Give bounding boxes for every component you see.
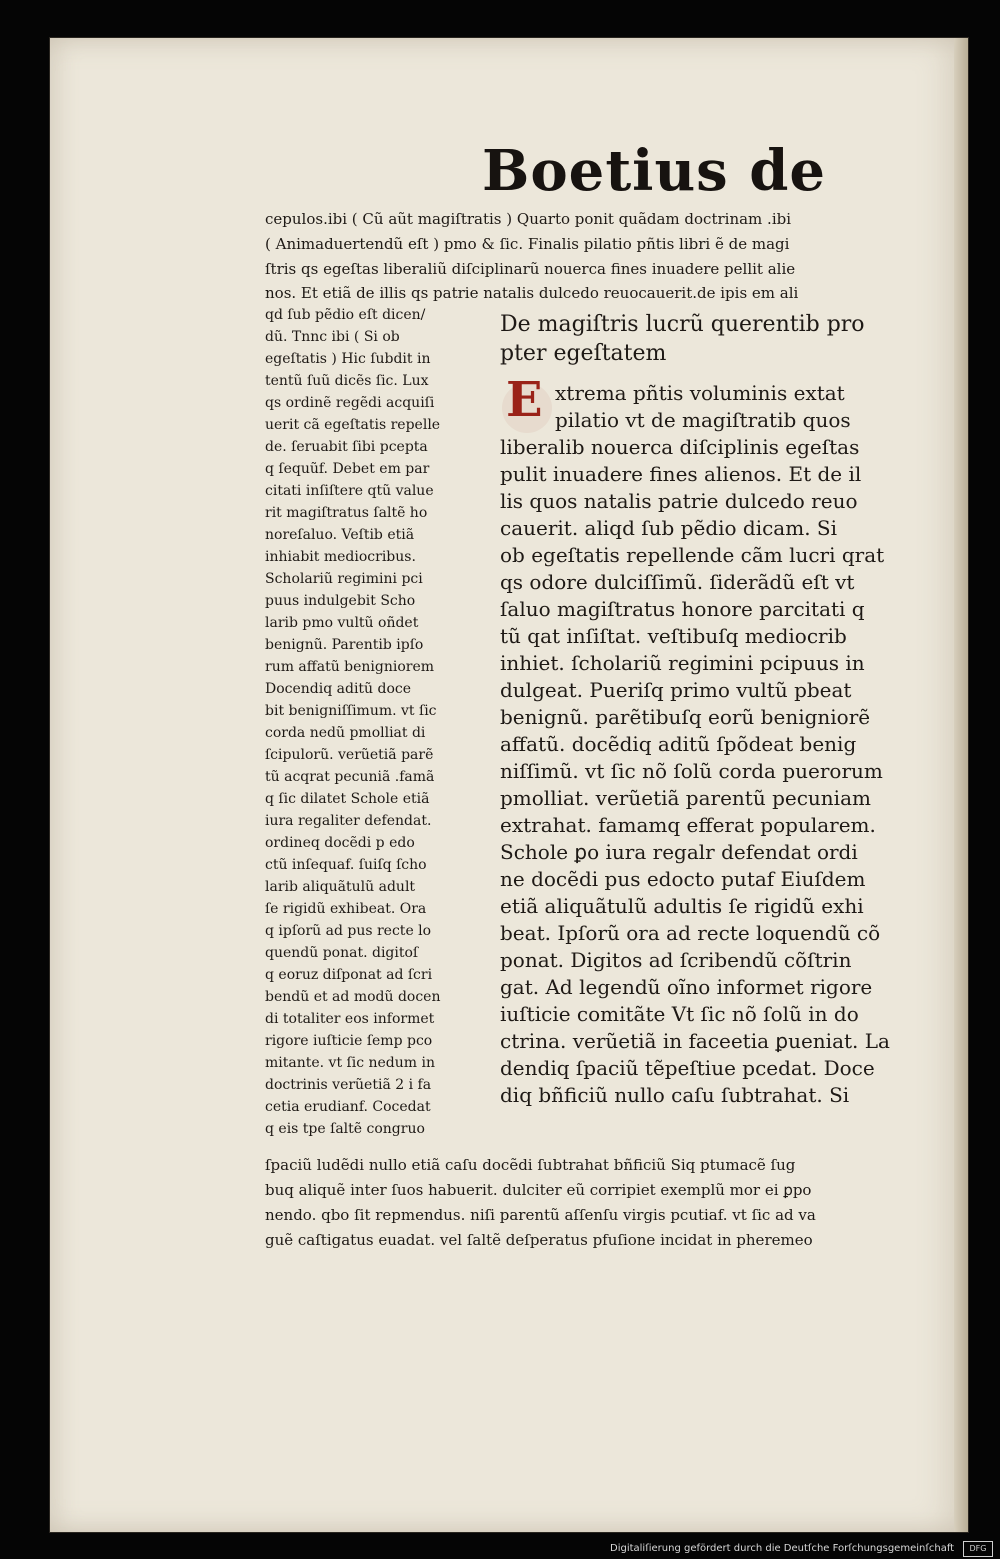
bottom-line-3: nendo. qbo ſit repmendus. niſi parentũ aſſenſu virgis pcutiaf. vt ſic ad va [265, 1206, 816, 1224]
right-line-2: pilatio vt de magiſtratib quos [555, 408, 851, 432]
decorated-initial: E [506, 372, 543, 428]
top-line-2: ( Animaduertendũ eſt ) pmo & ſic. Finalis pilatio pñtis libri ẽ de magi [265, 235, 790, 253]
right-line-21: beat. Ipſorũ ora ad recte loquendũ cõ [500, 921, 881, 945]
right-line-22: ponat. Digitos ad ſcribendũ cõſtrin [500, 948, 852, 972]
left-line-9: rit magiſtratus ſaltẽ ho [265, 505, 428, 521]
left-line-26: larib aliquãtulũ adult [265, 879, 416, 895]
left-line-19: corda nedũ pmolliat di [265, 725, 426, 741]
bleed-through-text [780, 143, 920, 213]
right-line-15: niſſimũ. vt ſic nõ ſolũ corda puerorum [500, 759, 883, 783]
page-edge [954, 38, 968, 1532]
right-line-9: ſaluo magiſtratus honore parcitati q [500, 597, 865, 621]
right-line-13: benignũ. parẽtibuſq eorũ benigniorẽ [500, 705, 871, 729]
right-line-1: xtrema pñtis voluminis extat [555, 381, 845, 405]
left-line-31: bendũ et ad modũ docen [265, 989, 441, 1005]
left-line-37: q eis tpe ſaltẽ congruo [265, 1121, 425, 1137]
right-line-10: tũ qat inſiſtat. veſtibuſq mediocrib [500, 624, 847, 648]
bottom-line-1: ſpaciũ ludẽdi nullo etiã caſu docẽdi ſubtrahat bñficiũ Siq ptumacẽ ſug [265, 1156, 796, 1174]
left-line-10: noreſaluo. Veſtib etiã [265, 527, 415, 543]
left-line-18: bit benigniſſimum. vt ſic [265, 703, 437, 719]
left-line-12: Scholariũ regimini pci [265, 571, 423, 587]
right-line-6: cauerit. aliqd ſub pẽdio dicam. Si [500, 516, 838, 540]
dfg-logo: DFG [963, 1541, 993, 1557]
right-line-12: dulgeat. Pueriſq primo vultũ pbeat [500, 678, 852, 702]
left-line-7: q ſequũf. Debet em par [265, 461, 430, 477]
left-line-8: citati inſiſtere qtũ value [265, 483, 434, 499]
right-line-8: qs odore dulciſſimũ. ſiderãdũ eſt vt [500, 570, 855, 594]
bottom-line-2: buq aliquẽ inter ſuos habuerit. dulciter eũ corripiet exemplũ mor ei ꝑpo [265, 1181, 812, 1199]
left-line-36: cetia erudianf. Cocedat [265, 1099, 431, 1115]
page-title: Boetius de [482, 138, 826, 204]
right-line-14: affatũ. docẽdiq aditũ ſpõdeat benig [500, 732, 857, 756]
left-line-14: larib pmo vultũ oñdet [265, 615, 419, 631]
left-line-3: tentũ ſuũ dicẽs ſic. Lux [265, 373, 429, 389]
left-line-29: quendũ ponat. digitoſ [265, 945, 419, 961]
left-line-33: rigore iuſticie ſemp pco [265, 1033, 433, 1049]
top-line-1: cepulos.ibi ( Cũ aũt magiſtratis ) Quarto ponit quãdam doctrinam .ibi [265, 210, 792, 228]
left-line-22: q ſic dilatet Schole etiã [265, 791, 430, 807]
left-line-13: puus indulgebit Scho [265, 593, 416, 609]
right-line-4: pulit inuadere fines alienos. Et de il [500, 462, 862, 486]
left-line-24: ordineq docẽdi p edo [265, 835, 415, 851]
left-line-11: inhiabit mediocribus. [265, 549, 416, 565]
right-line-25: ctrina. verũetiã in faceetia ꝑueniat. La [500, 1029, 890, 1053]
right-line-27: diq bñficiũ nullo caſu ſubtrahat. Si [500, 1083, 850, 1107]
top-line-5: qd ſub pẽdio eſt dicen/ [265, 307, 426, 323]
left-line-32: di totaliter eos informet [265, 1011, 435, 1027]
left-line-17: Docendiq aditũ doce [265, 681, 412, 697]
right-line-7: ob egeſtatis repellende cãm lucri qrat [500, 543, 885, 567]
right-line-23: gat. Ad legendũ oĩno informet rigore [500, 975, 873, 999]
left-line-2: egeſtatis ) Hic ſubdit in [265, 351, 431, 367]
right-line-18: Schole ꝑo iura regalr defendat ordi [500, 840, 858, 864]
digitization-credit: Digitaliſierung gefördert durch die Deutſche Forſchungsgemeinſchaft [610, 1543, 955, 1554]
left-line-1: dũ. Tnnc ibi ( Si ob [265, 329, 400, 345]
right-line-19: ne docẽdi pus edocto putaf Eiuſdem [500, 867, 866, 891]
left-line-30: q eoruz diſponat ad ſcri [265, 967, 433, 983]
left-line-28: q ipſorũ ad pus recte lo [265, 923, 432, 939]
left-line-5: uerit cã egeſtatis repelle [265, 417, 441, 433]
left-line-25: ctũ inſequaf. ſuiſq ſcho [265, 857, 427, 873]
right-line-11: inhiet. ſcholariũ regimini pcipuus in [500, 651, 865, 675]
left-line-4: qs ordinẽ regẽdi acquiſi [265, 395, 435, 411]
chapter-heading-2: pter egeſtatem [500, 341, 667, 366]
right-line-5: lis quos natalis patrie dulcedo reuo [500, 489, 858, 513]
bottom-line-4: guẽ caſtigatus euadat. vel ſaltẽ deſperatus pfuſione incidat in pheremeo [265, 1231, 813, 1249]
left-line-35: doctrinis verũetiã 2 i fa [265, 1077, 432, 1093]
left-line-15: benignũ. Parentib ipſo [265, 637, 424, 653]
left-line-27: ſe rigidũ exhibeat. Ora [265, 901, 427, 917]
chapter-heading-1: De magiſtris lucrũ querentib pro [500, 312, 865, 337]
right-line-26: dendiq ſpaciũ tẽpeſtiue pcedat. Doce [500, 1056, 875, 1080]
right-line-24: iuſticie comitãte Vt ſic nõ ſolũ in do [500, 1002, 859, 1026]
right-line-17: extrahat. famamq efferat popularem. [500, 813, 876, 837]
left-line-23: iura regaliter defendat. [265, 813, 432, 829]
right-line-16: pmolliat. verũetiã parentũ pecuniam [500, 786, 871, 810]
left-line-16: rum affatũ benigniorem [265, 659, 435, 675]
right-line-20: etiã aliquãtulũ adultis ſe rigidũ exhi [500, 894, 864, 918]
left-line-21: tũ acqrat pecuniã .famã [265, 769, 435, 785]
top-line-4: nos. Et etiã de illis qs patrie natalis dulcedo reuocauerit.de ipis em ali [265, 284, 799, 302]
left-line-20: ſcipulorũ. verũetiã parẽ [265, 747, 434, 763]
left-line-6: de. ſeruabit ſibi pcepta [265, 439, 428, 455]
right-line-3: liberalib nouerca diſciplinis egeſtas [500, 435, 860, 459]
left-line-34: mitante. vt ſic nedum in [265, 1055, 435, 1071]
top-line-3: ſtris qs egeſtas liberaliũ diſciplinarũ nouerca fines inuadere pellit alie [265, 260, 796, 278]
